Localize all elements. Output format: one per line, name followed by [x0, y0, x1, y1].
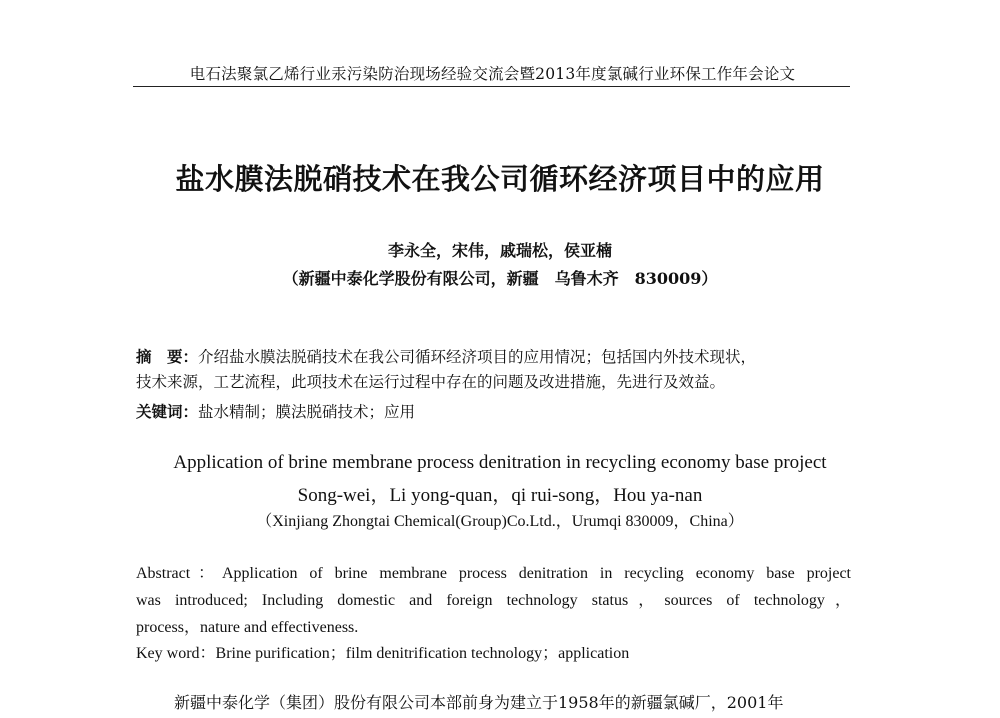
keywords-en [136, 640, 851, 663]
keywords-cn [136, 400, 851, 422]
paper-title-en: Application of brine membrane process denitration in recycling economy base project [173, 452, 827, 473]
abstract-en-text-3: process，nature and effectiveness. [136, 619, 359, 636]
abstract-cn-text-2: 技术来源，工艺流程，此项技术在运行过程中存在的问题及改进措施，先进行及效益。 [136, 373, 726, 391]
abstract-en-line-1 [136, 560, 851, 587]
running-header: 电石法聚氯乙烯行业汞污染防治现场经验交流会暨2013年度氯碱行业环保工作年会论文 [189, 65, 796, 83]
abstract-cn-text-1: 介绍盐水膜法脱硝技术在我公司循环经济项目的应用情况；包括国内外技术现状， [198, 348, 757, 366]
abstract-en-label: Abstract： [136, 565, 222, 582]
abstract-en-text-1: Application of brine membrane process denitration in recycling economy base project [222, 565, 851, 582]
body-paragraph-first-line: 新疆中泰化学（集团）股份有限公司本部前身为建立于1958年的新疆氯碱厂，2001年 [174, 693, 784, 712]
abstract-cn [136, 344, 851, 395]
abstract-en-text-2: was introduced; Including domestic and foreign technology status，sources of technology， [136, 592, 851, 609]
affiliation-en: （Xinjiang Zhongtai Chemical(Group)Co.Ltd.，Urumqi 830009，China） [256, 513, 744, 530]
affiliation-cn: （新疆中泰化学股份有限公司，新疆 乌鲁木齐 830009） [282, 269, 718, 288]
abstract-en [136, 560, 851, 641]
abstract-cn-label: 摘 要： [136, 347, 199, 366]
authors-en: Song-wei，Li yong-quan，qi rui-song，Hou ya-nan [297, 485, 703, 506]
header-rule [133, 86, 850, 87]
keywords-cn-text: 盐水精制；膜法脱硝技术；应用 [198, 403, 416, 421]
keywords-en-text: Brine purification；film denitrification technology；application [215, 645, 630, 662]
authors-cn: 李永全，宋伟，戚瑞松，侯亚楠 [387, 241, 612, 260]
keywords-cn-label: 关键词： [136, 402, 199, 421]
abstract-cn-line-1 [136, 344, 851, 370]
keywords-en-label: Key word： [136, 645, 216, 662]
paper-title-cn: 盐水膜法脱硝技术在我公司循环经济项目中的应用 [175, 162, 825, 196]
